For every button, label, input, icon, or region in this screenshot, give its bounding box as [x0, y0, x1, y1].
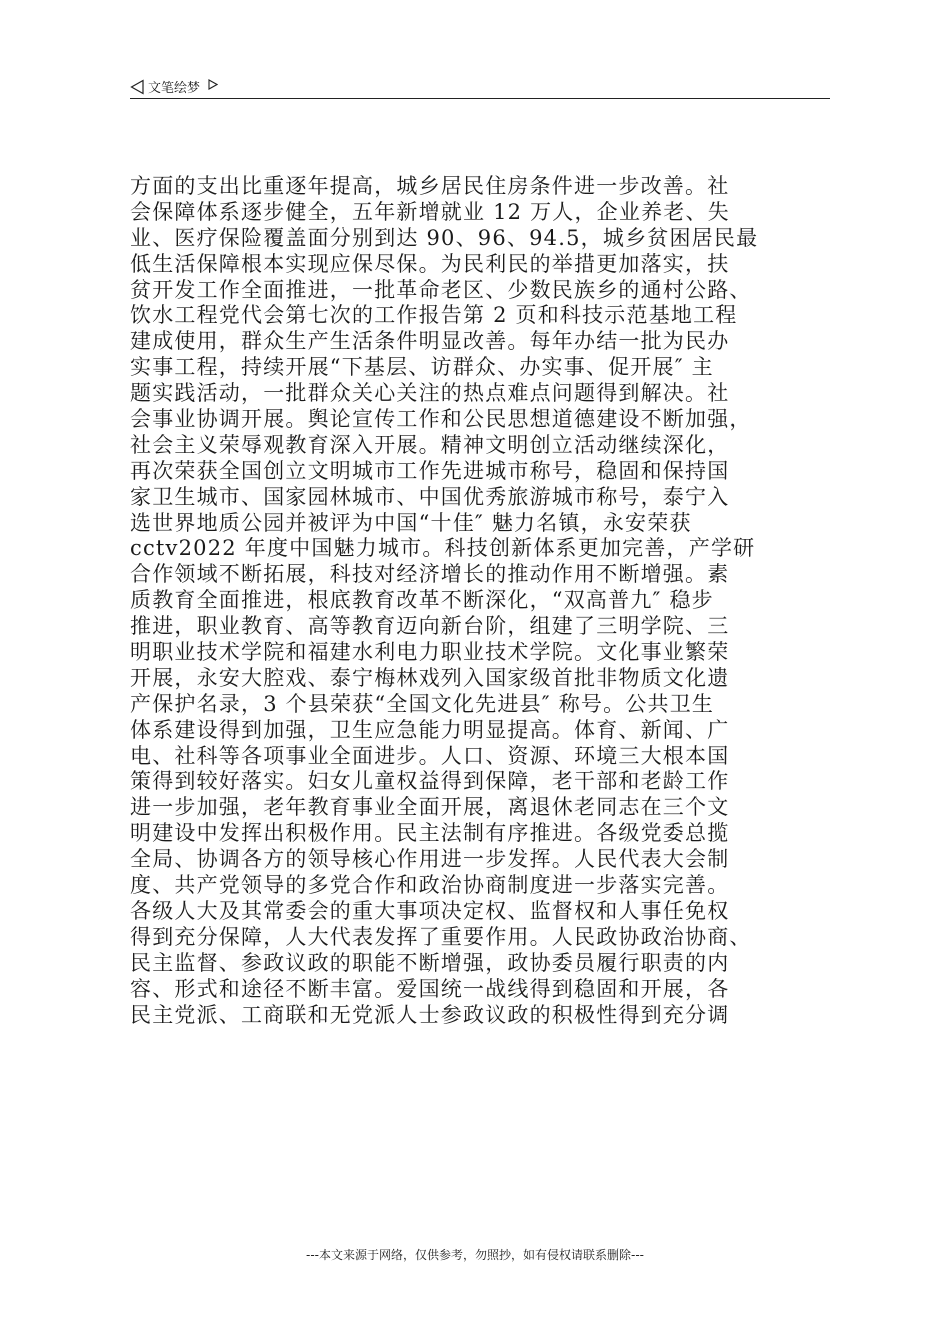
text-line: 开展，永安大腔戏、泰宁梅林戏列入国家级首批非物质文化遗: [130, 665, 730, 690]
text-line: 度、共产党领导的多党合作和政治协商制度进一步落实完善。: [130, 873, 730, 898]
text-line: 实事工程，持续开展“下基层、访群众、办实事、促开展″ 主: [130, 355, 714, 380]
brand-name: 文笔绘梦: [148, 81, 201, 96]
text-line: 推进，职业教育、高等教育迈向新台阶，组建了三明学院、三: [130, 614, 730, 639]
text-line: 进一步加强，老年教育事业全面开展，离退休老同志在三个文: [130, 795, 730, 820]
text-line: 题实践活动，一批群众关心关注的热点难点问题得到解决。社: [130, 381, 730, 406]
text-line: cctv2022 年度中国魅力城市。科技创新体系更加完善，产学研: [130, 536, 756, 561]
text-line: 得到充分保障，人大代表发挥了重要作用。人民政协政治协商、: [130, 924, 752, 949]
text-line: 饮水工程党代会第七次的工作报告第 2 页和科技示范基地工程: [130, 303, 738, 328]
text-line: 质教育全面推进，根底教育改革不断深化，“双高普九″ 稳步: [130, 588, 714, 613]
text-line: 体系建设得到加强，卫生应急能力明显提高。体育、新闻、广: [130, 717, 730, 742]
text-line: 会事业协调开展。舆论宣传工作和公民思想道德建设不断加强，: [130, 407, 752, 432]
text-line: 合作领域不断拓展，科技对经济增长的推动作用不断增强。素: [130, 562, 730, 587]
text-line: 各级人大及其常委会的重大事项决定权、监督权和人事任免权: [130, 898, 730, 923]
text-line: 策得到较好落实。妇女儿童权益得到保障，老干部和老龄工作: [130, 769, 730, 794]
text-line: 选世界地质公园并被评为中国“十佳″ 魅力名镇，永安荣获: [130, 510, 692, 535]
header-brand: [130, 77, 218, 96]
text-line: 会保障体系逐步健全，五年新增就业 12 万人，企业养老、失: [130, 199, 730, 224]
text-line: 明职业技术学院和福建水利电力职业技术学院。文化事业繁荣: [130, 640, 730, 665]
text-line: 家卫生城市、国家园林城市、中国优秀旅游城市称号，泰宁入: [130, 484, 730, 509]
text-line: 民主监督、参政议政的职能不断增强，政协委员履行职责的内: [130, 950, 730, 975]
text-line: 产保护名录，3 个县荣获“全国文化先进县″ 称号。公共卫生: [130, 691, 715, 716]
document-body: [130, 174, 830, 1028]
text-line: 民主党派、工商联和无党派人士参政议政的积极性得到充分调: [130, 1002, 730, 1027]
text-line: 低生活保障根本实现应保尽保。为民利民的举措更加落实，扶: [130, 251, 730, 276]
text-line: 社会主义荣辱观教育深入开展。精神文明创立活动继续深化，: [130, 432, 730, 457]
text-line: 方面的支出比重逐年提高，城乡居民住房条件进一步改善。社: [130, 174, 730, 198]
text-line: 贫开发工作全面推进，一批革命老区、少数民族乡的通村公路、: [130, 277, 752, 302]
left-triangle-icon: [130, 79, 144, 95]
text-line: 电、社科等各项事业全面进步。人口、资源、环境三大根本国: [130, 743, 730, 768]
text-line: 明建设中发挥出积极作用。民主法制有序推进。各级党委总揽: [130, 821, 730, 846]
text-line: 业、医疗保险覆盖面分别到达 90、96、94.5，城乡贫困居民最: [130, 225, 759, 250]
text-line: 全局、协调各方的领导核心作用进一步发挥。人民代表大会制: [130, 847, 730, 872]
text-line: 建成使用，群众生产生活条件明显改善。每年办结一批为民办: [130, 329, 730, 354]
right-triangle-icon: [208, 79, 218, 90]
text-line: 再次荣获全国创立文明城市工作先进城市称号，稳固和保持国: [130, 458, 730, 483]
page-footer-disclaimer: ---本文来源于网络，仅供参考，勿照抄，如有侵权请联系删除---: [306, 1248, 644, 1262]
text-line: 容、形式和途径不断丰富。爱国统一战线得到稳固和开展，各: [130, 976, 730, 1001]
page-header: [130, 74, 830, 99]
